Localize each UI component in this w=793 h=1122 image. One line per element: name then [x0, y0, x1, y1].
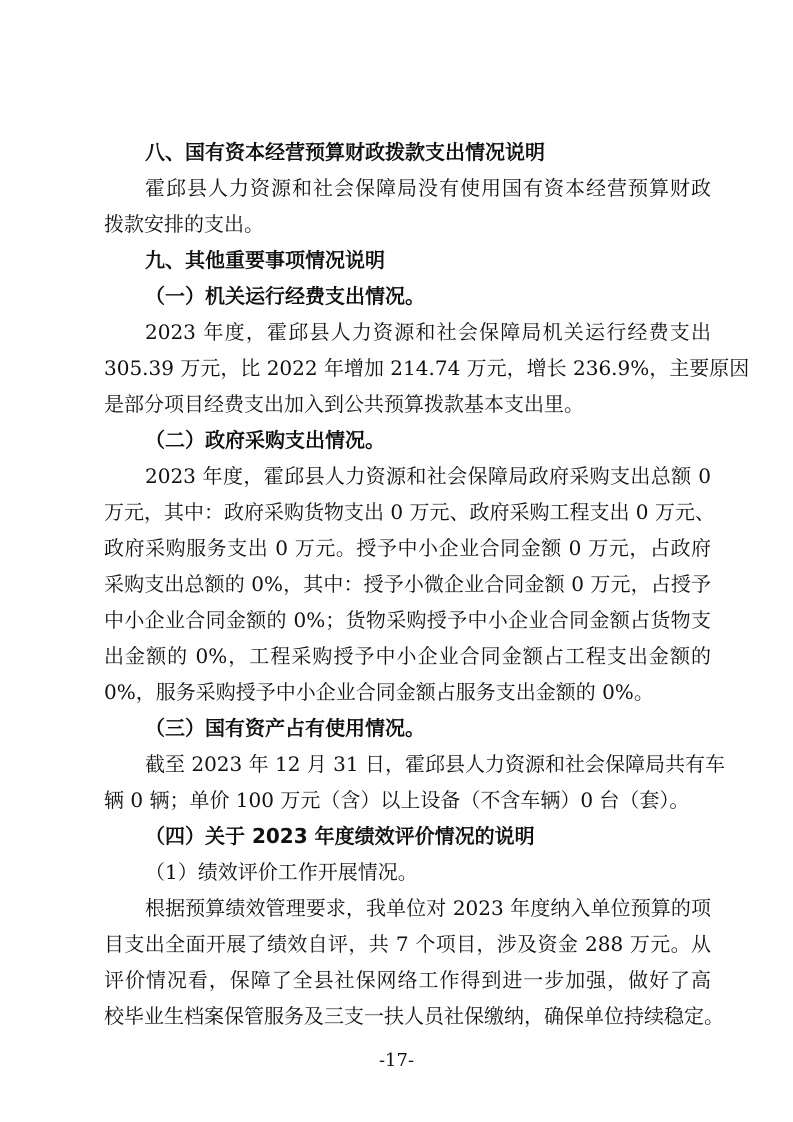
subsection-3-line-1: 截至 2023 年 12 月 31 日，霍邱县人力资源和社会保障局共有车 [145, 752, 725, 776]
subsection-4-line-1: 根据预算绩效管理要求，我单位对 2023 年度纳入单位预算的项 [145, 896, 711, 920]
subsection-1-line-1: 2023 年度，霍邱县人力资源和社会保障局机关运行经费支出 [145, 320, 711, 344]
subsection-3-line-2: 辆 0 辆；单价 100 万元（含）以上设备（不含车辆）0 台（套）。 [104, 788, 690, 812]
section-8-paragraph-line-1: 霍邱县人力资源和社会保障局没有使用国有资本经营预算财政 [145, 176, 711, 200]
subsection-1-heading: （一）机关运行经费支出情况。 [145, 284, 425, 308]
subsection-4-line-4: 校毕业生档案保管服务及三支一扶人员社保缴纳，确保单位持续稳定。 [104, 1004, 724, 1028]
subsection-2-line-2: 万元，其中：政府采购货物支出 0 万元、政府采购工程支出 0 万元、 [104, 500, 715, 524]
subsection-1-line-3: 是部分项目经费支出加入到公共预算拨款基本支出里。 [104, 392, 584, 416]
subsection-4-line-3: 评价情况看，保障了全县社保网络工作得到进一步加强，做好了高 [104, 968, 711, 992]
section-8-paragraph-line-2: 拨款安排的支出。 [104, 212, 264, 236]
subsection-2-heading: （二）政府采购支出情况。 [145, 428, 385, 452]
subsection-2-line-6: 出金额的 0%，工程采购授予中小企业合同金额占工程支出金额的 [104, 644, 711, 668]
subsection-2-line-5: 中小企业合同金额的 0%；货物采购授予中小企业合同金额占货物支 [104, 608, 711, 632]
subsection-1-line-2: 305.39 万元，比 2022 年增加 214.74 万元，增长 236.9%，主要原因 [104, 356, 750, 380]
page-number: -17- [378, 1050, 415, 1071]
subsection-4-item-1: （1）绩效评价工作开展情况。 [145, 860, 418, 884]
subsection-2-line-1: 2023 年度，霍邱县人力资源和社会保障局政府采购支出总额 0 [145, 464, 711, 488]
subsection-4-heading: （四）关于 2023 年度绩效评价情况的说明 [145, 824, 535, 848]
subsection-4-line-2: 目支出全面开展了绩效自评，共 7 个项目，涉及资金 288 万元。从 [104, 932, 711, 956]
section-8-heading: 八、国有资本经营预算财政拨款支出情况说明 [145, 140, 545, 164]
subsection-3-heading: （三）国有资产占有使用情况。 [145, 716, 425, 740]
section-9-heading: 九、其他重要事项情况说明 [145, 248, 385, 272]
subsection-2-line-4: 采购支出总额的 0%，其中：授予小微企业合同金额 0 万元，占授予 [104, 572, 711, 596]
subsection-2-line-3: 政府采购服务支出 0 万元。授予中小企业合同金额 0 万元，占政府 [104, 536, 711, 560]
subsection-2-line-7: 0%，服务采购授予中小企业合同金额占服务支出金额的 0%。 [104, 680, 654, 704]
